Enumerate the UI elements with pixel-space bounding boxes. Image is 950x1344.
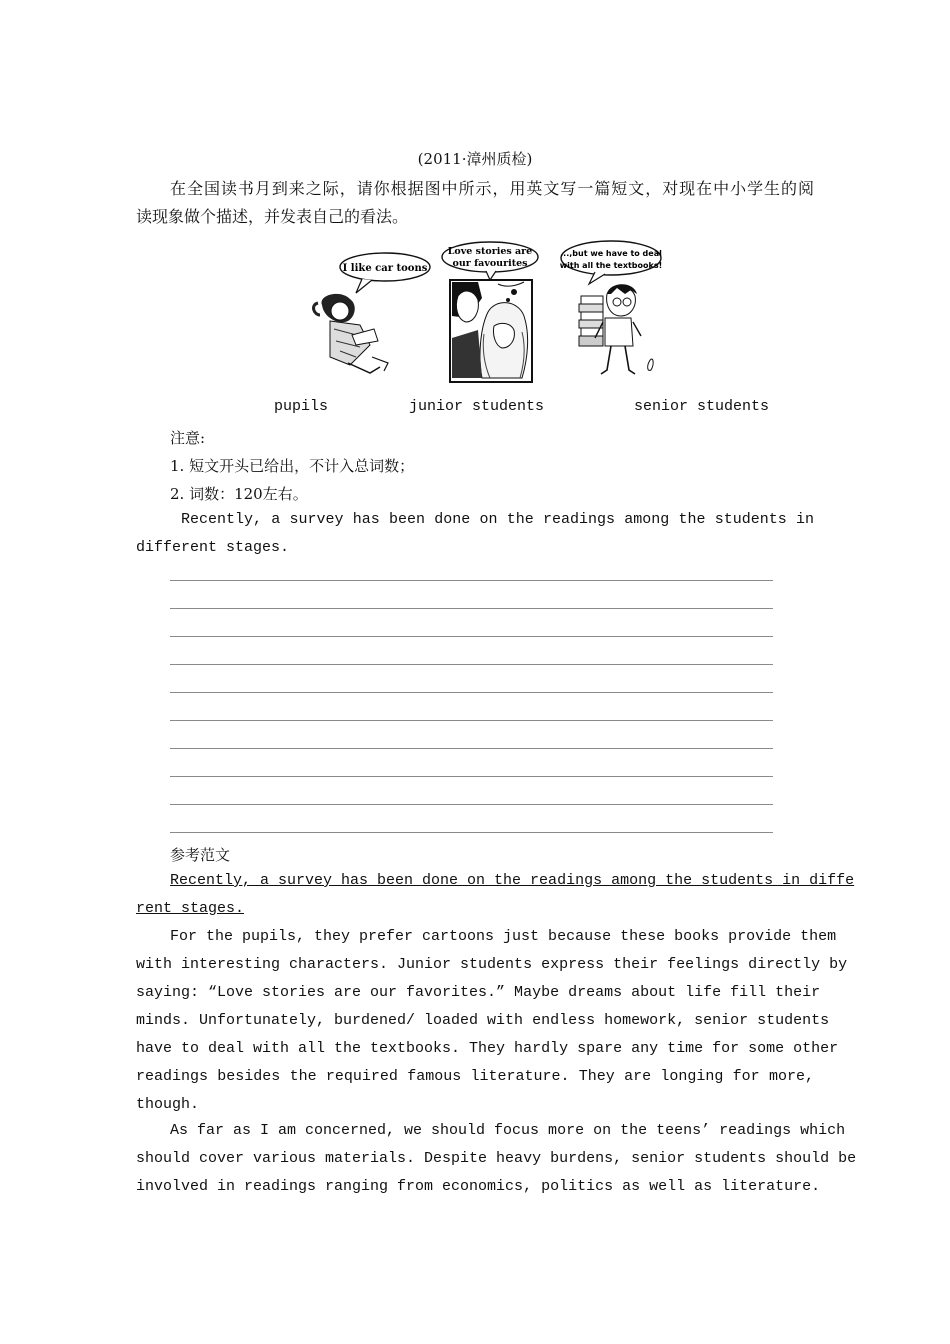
model-para1-line: minds. Unfortunately, burdened/ loaded with endless homework, senior students (136, 1012, 830, 1029)
model-para2-line: As far as I am concerned, we should focus more on the teens’ readings which (170, 1122, 846, 1139)
writing-line[interactable] (170, 692, 773, 693)
notes-item-1: 1. 短文开头已给出，不计入总词数； (170, 457, 415, 475)
writing-line[interactable] (170, 580, 773, 581)
caption-junior: junior students (409, 398, 545, 415)
writing-line[interactable] (170, 720, 773, 721)
caption-senior: senior students (634, 398, 770, 415)
writing-line[interactable] (170, 608, 773, 609)
writing-line[interactable] (170, 776, 773, 777)
model-para1-line: though. (136, 1096, 200, 1113)
model-para2-line: involved in readings ranging from economics, politics as well as literature. (136, 1178, 821, 1195)
opening-line-2: different stages. (136, 539, 290, 556)
junior-cartoon-figure (438, 238, 543, 386)
prompt-line-2: 读现象做个描述，并发表自己的看法。 (136, 207, 409, 226)
model-para1-line: with interesting characters. Junior students express their feelings directly by (136, 956, 848, 973)
writing-line[interactable] (170, 804, 773, 805)
senior-speech-bubble-line-2: with all the textbooks! (559, 261, 663, 270)
pupil-cartoon-figure (300, 245, 435, 385)
model-opening-line-1: Recently, a survey has been done on the readings among the students in diffe (170, 872, 855, 889)
opening-line-1: Recently, a survey has been done on the readings among the students in (181, 511, 814, 528)
junior-speech-bubble-line-2: our favourites (452, 258, 528, 269)
prompt-line-1: 在全国读书月到来之际，请你根据图中所示，用英文写一篇短文，对现在中小学生的阅 (170, 179, 814, 198)
writing-line[interactable] (170, 748, 773, 749)
model-para2-line: should cover various materials. Despite heavy burdens, senior students should be (136, 1150, 857, 1167)
model-para1-line: have to deal with all the textbooks. They hardly spare any time for some other (136, 1040, 839, 1057)
model-opening-line-2: rent stages. (136, 900, 245, 917)
caption-pupils: pupils (274, 398, 329, 415)
model-title: 参考范文 (170, 846, 231, 864)
notes-item-2: 2. 词数：120左右。 (170, 485, 308, 503)
model-para1-line: saying: “Love stories are our favorites.” Maybe dreams about life fill their (136, 984, 821, 1001)
writing-line[interactable] (170, 664, 773, 665)
notes-title: 注意: (170, 429, 206, 447)
model-para1-line: For the pupils, they prefer cartoons just because these books provide them (170, 928, 837, 945)
senior-cartoon-figure (555, 238, 670, 383)
model-para1-line: readings besides the required famous literature. They are longing for more, (136, 1068, 814, 1085)
junior-speech-bubble-line-1: Love stories are (447, 246, 533, 257)
writing-line[interactable] (170, 832, 773, 833)
senior-speech-bubble-line-1: ...,but we have to deal (560, 249, 662, 258)
pupil-speech-bubble: I like car toons (342, 263, 428, 274)
writing-line[interactable] (170, 636, 773, 637)
source-header: (2011·漳州质检) (417, 150, 533, 168)
